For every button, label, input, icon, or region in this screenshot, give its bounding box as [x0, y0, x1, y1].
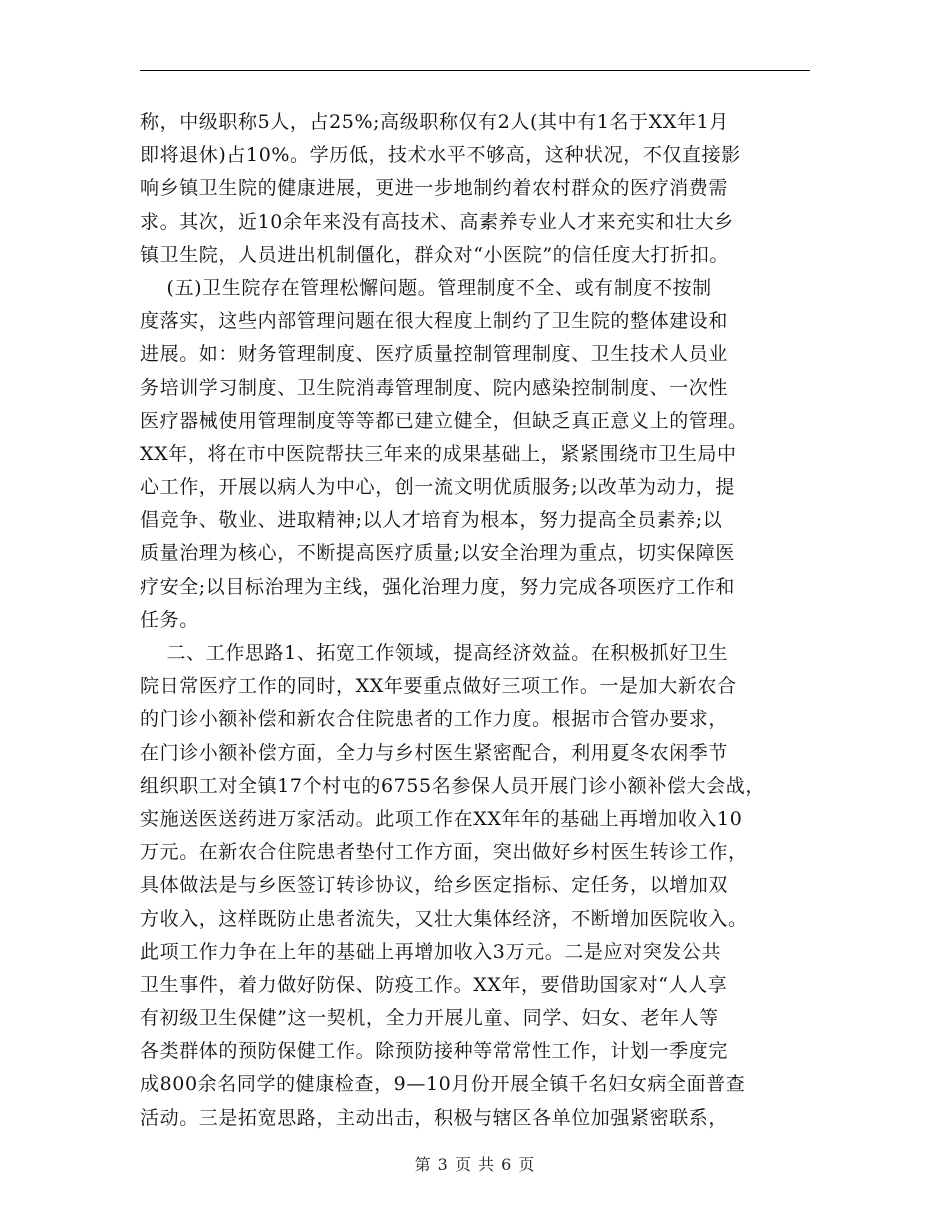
text-line: 具体做法是与乡医签订转诊协议，给乡医定指标、定任务，以增加双 — [140, 874, 729, 897]
text-line: 进展。如：财务管理制度、医疗质量控制管理制度、卫生技术人员业 — [140, 343, 729, 366]
text-line: 院日常医疗工作的同时，XX年要重点做好三项工作。一是加大新农合 — [140, 675, 737, 698]
text-line: (五)卫生院存在管理松懈问题。管理制度不全、或有制度不按制 — [140, 276, 712, 299]
text-line: 镇卫生院，人员进出机制僵化，群众对“小医院”的信任度大打折扣。 — [140, 243, 730, 266]
header-rule — [140, 70, 810, 71]
text-line: 各类群体的预防保健工作。除预防接种等常常性工作，计划一季度完 — [140, 1040, 729, 1063]
text-line: 度落实，这些内部管理问题在很大程度上制约了卫生院的整体建设和 — [140, 310, 729, 333]
text-line: 疗安全;以目标治理为主线，强化治理力度，努力完成各项医疗工作和 — [140, 575, 736, 598]
page-footer: 第 3 页 共 6 页 — [414, 1155, 536, 1174]
text-line: 即将退休)占10%。学历低，技术水平不够高，这种状况，不仅直接影 — [140, 144, 741, 167]
text-line: 卫生事件，着力做好防保、防疫工作。XX年，要借助国家对“人人享 — [140, 973, 728, 996]
text-line: 务培训学习制度、卫生院消毒管理制度、院内感染控制制度、一次性 — [140, 376, 729, 399]
text-line: 心工作，开展以病人为中心，创一流文明优质服务;以改革为动力，提 — [140, 476, 736, 499]
text-line: 有初级卫生保健”这一契机，全力开展儿童、同学、妇女、老年人等 — [140, 1007, 719, 1030]
text-line: 在门诊小额补偿方面，全力与乡村医生紧密配合，利用夏冬农闲季节 — [140, 741, 729, 764]
text-line: 任务。 — [140, 608, 199, 631]
text-line: 称，中级职称5人，占25%;高级职称仅有2人(其中有1名于XX年1月 — [140, 111, 729, 133]
text-line: 求。其次，近10余年来没有高技术、高素养专业人才来充实和壮大乡 — [140, 210, 734, 233]
text-line: 成800余名同学的健康检查，9—10月份开展全镇千名妇女病全面普查 — [140, 1073, 746, 1096]
text-line: 二、工作思路1、拓宽工作领域，提高经济效益。在积极抓好卫生 — [140, 642, 729, 664]
text-line: 此项工作力争在上年的基础上再增加收入3万元。二是应对突发公共 — [140, 940, 722, 963]
body-text — [140, 106, 830, 1135]
text-line: 医疗器械使用管理制度等等都已建立健全，但缺乏真正意义上的管理。 — [140, 409, 748, 432]
text-line: 方收入，这样既防止患者流失，又壮大集体经济，不断增加医院收入。 — [140, 907, 748, 930]
text-line: 万元。在新农合住院患者垫付工作方面，突出做好乡村医生转诊工作， — [140, 841, 748, 864]
text-line: 倡竞争、敬业、进取精神;以人才培育为根本，努力提高全员素养;以 — [140, 509, 723, 532]
text-line: XX年，将在市中医院帮扶三年来的成果基础上，紧紧围绕市卫生局中 — [140, 442, 737, 465]
text-line: 的门诊小额补偿和新农合住院患者的工作力度。根据市合管办要求， — [140, 708, 729, 731]
text-line: 响乡镇卫生院的健康进展，更进一步地制约着农村群众的医疗消费需 — [140, 177, 729, 200]
text-line: 实施送医送药进万家活动。此项工作在XX年年的基础上再增加收入10 — [140, 807, 743, 830]
text-line: 组织职工对全镇17个村屯的6755名参保人员开展门诊小额补偿大会战， — [140, 774, 765, 797]
text-line: 质量治理为核心，不断提高医疗质量;以安全治理为重点，切实保障医 — [140, 542, 736, 565]
text-line: 活动。三是拓宽思路，主动出击，积极与辖区各单位加强紧密联系， — [140, 1106, 729, 1129]
